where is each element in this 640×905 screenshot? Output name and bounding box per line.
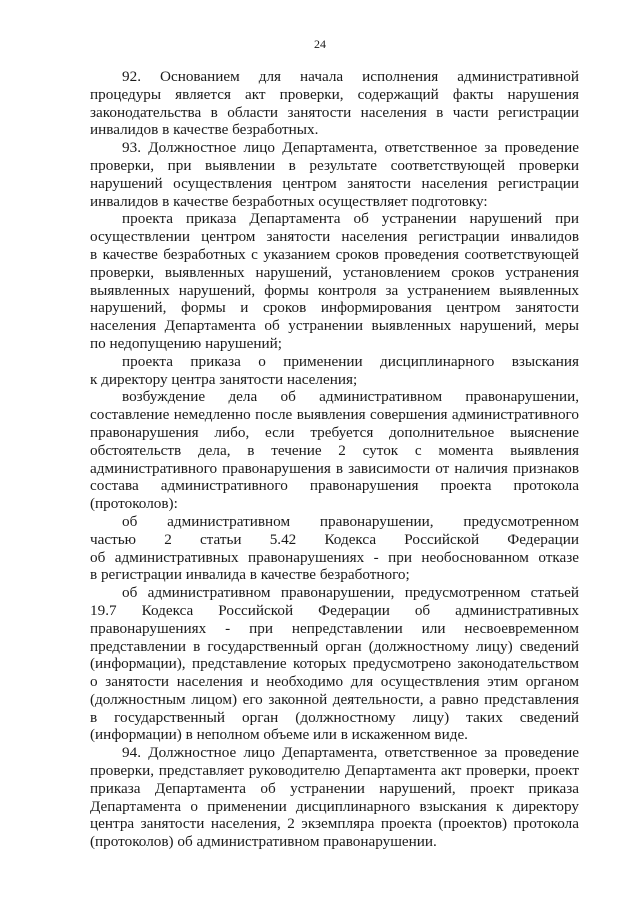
text-line: об административных правонарушениях - при необоснованном отказе <box>90 548 579 566</box>
text-line: 92. Основанием для начала исполнения административной <box>122 68 579 85</box>
text-line: 93. Должностное лицо Департамента, ответственное за проведение <box>122 139 579 157</box>
text-line: проверки, выявленных нарушений, установлением сроков устранения <box>90 263 579 281</box>
page-number: 24 <box>314 37 326 51</box>
text-line: представлении в государственный орган (должностному лицу) сведений <box>90 637 579 655</box>
paragraph <box>90 68 579 139</box>
text-line: (должностным лицом) его законной деятельности, а равно представления <box>90 690 579 708</box>
text-line: инвалидов в качестве безработных. <box>90 121 319 139</box>
text-line: по недопущению нарушений; <box>90 334 282 352</box>
text-line: к директору центра занятости населения; <box>90 370 358 388</box>
text-line: населения Департамента об устранении выявленных нарушений, меры <box>90 317 579 335</box>
text-line: проекта приказа Департамента об устранении нарушений при <box>122 210 579 228</box>
text-line: правонарушениях - при непредставлении или несвоевременном <box>90 619 579 637</box>
text-line: (информации) в неполном объеме или в искаженном виде. <box>90 726 468 744</box>
text-line: составление немедленно после выявления совершения административного <box>90 406 579 424</box>
text-line: частью 2 статьи 5.42 Кодекса Российской Федерации <box>90 530 579 548</box>
text-line: проверки, при выявлении в результате соответствующей проверки <box>90 156 579 174</box>
text-line: нарушений, формы и сроков информирования центром занятости <box>90 299 579 317</box>
text-line: в регистрации инвалида в качестве безработного; <box>90 566 410 584</box>
text-line: об административном правонарушении, предусмотренном <box>122 512 579 530</box>
text-line: административного правонарушения в зависимости от наличия признаков <box>90 459 579 477</box>
text-line: инвалидов в качестве безработных осуществляет подготовку: <box>90 192 488 210</box>
paragraph <box>90 513 579 584</box>
text-line: процедуры является акт проверки, содержащий факты нарушения <box>90 85 579 103</box>
text-line: проекта приказа о применении дисциплинарного взыскания <box>122 352 579 370</box>
text-line: осуществлении центром занятости населения регистрации инвалидов <box>90 228 579 246</box>
text-line: выявленных нарушений, формы контроля за устранением выявленных <box>90 281 579 299</box>
text-line: правонарушения либо, если требуется дополнительное выяснение <box>90 423 579 441</box>
document-body <box>90 68 579 851</box>
text-line: центра занятости населения, 2 экземпляра проекта (проектов) протокола <box>90 815 579 833</box>
text-line: о занятости населения и необходимо для осуществления этим органом <box>90 673 579 691</box>
text-line: обстоятельств дела, в течение 2 суток с момента выявления <box>90 441 579 459</box>
text-line: приказа Департамента об устранении нарушений, проект приказа <box>90 779 579 797</box>
paragraph <box>90 744 579 851</box>
text-line: возбуждение дела об административном правонарушении, <box>122 388 579 406</box>
text-line: в государственный орган (должностному лицу) таких сведений <box>90 708 579 726</box>
text-line: (протоколов): <box>90 495 178 513</box>
text-line: (информации), представление которых предусмотрено законодательством <box>90 655 579 673</box>
text-line: проверки, представляет руководителю Департамента акт проверки, проект <box>90 762 579 780</box>
paragraph <box>90 210 579 352</box>
text-line: нарушений осуществления центром занятости населения регистрации <box>90 174 579 192</box>
paragraph <box>90 353 579 389</box>
paragraph <box>90 584 579 744</box>
paragraph <box>90 139 579 210</box>
text-line: законодательства в области занятости населения в части регистрации <box>90 103 579 121</box>
text-line: в качестве безработных с указанием сроков проведения соответствующей <box>90 245 579 263</box>
text-line: 94. Должностное лицо Департамента, ответственное за проведение <box>122 744 579 762</box>
text-line: Департамента о применении дисциплинарного взыскания к директору <box>90 797 579 815</box>
text-line: состава административного правонарушения проекта протокола <box>90 477 579 495</box>
text-line: (протоколов) об административном правонарушении. <box>90 833 437 851</box>
paragraph <box>90 388 579 513</box>
text-line: 19.7 Кодекса Российской Федерации об административных <box>90 601 579 619</box>
text-line: об административном правонарушении, предусмотренном статьей <box>122 584 579 602</box>
